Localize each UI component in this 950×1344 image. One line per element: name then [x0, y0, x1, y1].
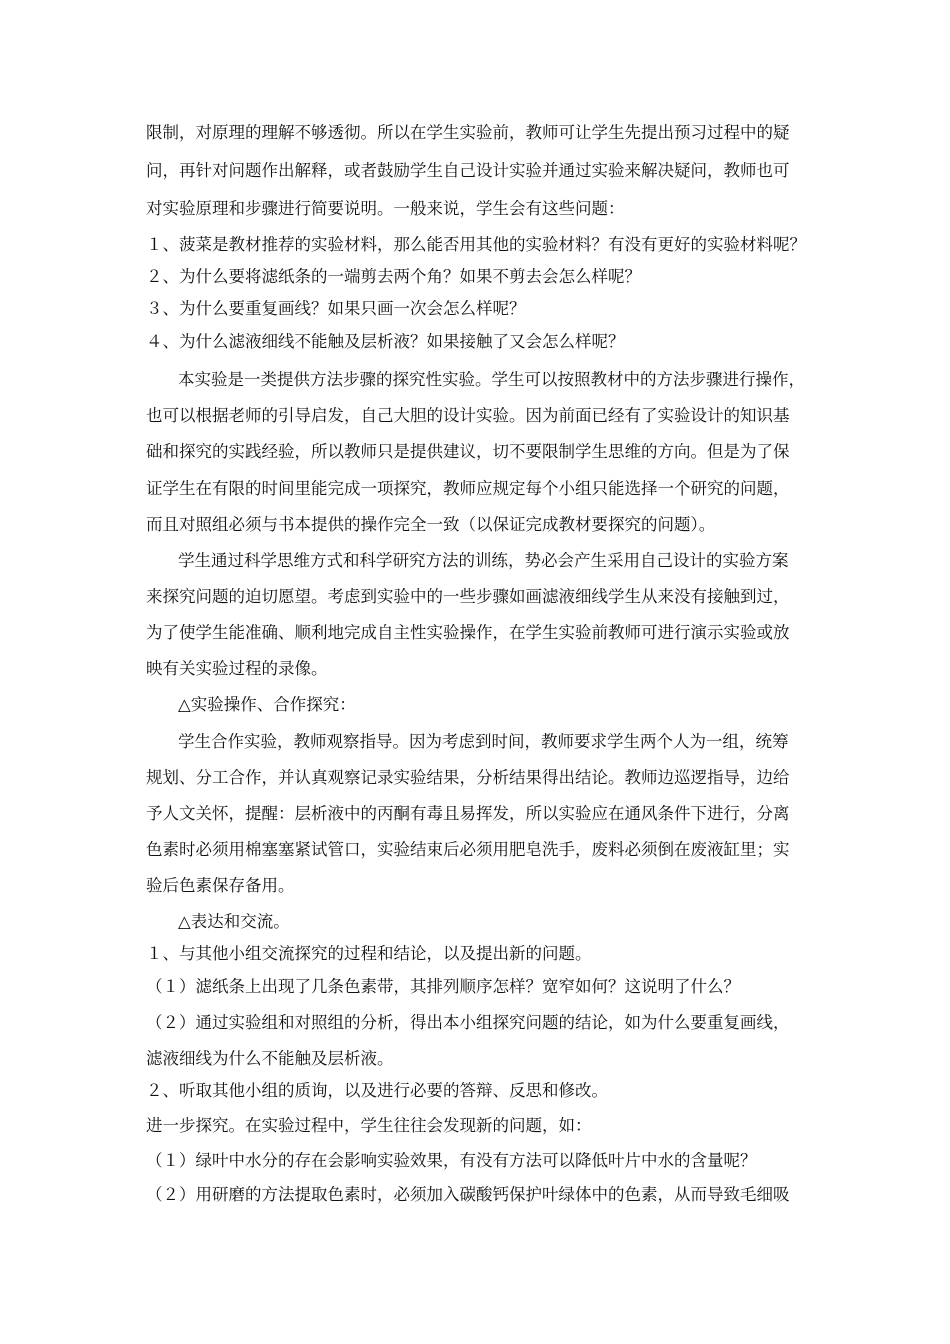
- paragraph-start: 学生合作实验，教师观察指导。因为考虑到时间，教师要求学生两个人为一组，统筹: [178, 732, 789, 751]
- text-line: 规划、分工合作，并认真观察记录实验结果，分析结果得出结论。教师边巡逻指导，边给: [146, 768, 790, 787]
- question-4: ４、为什么滤液细线不能触及层析液？如果接触了又会怎么样呢？: [146, 332, 625, 351]
- section-heading: △表达和交流。: [178, 912, 290, 931]
- question-2: ２、为什么要将滤纸条的一端剪去两个角？如果不剪去会怎么样呢？: [146, 267, 641, 286]
- list-item: （１）绿叶中水分的存在会影响实验效果，有没有方法可以降低叶片中水的含量呢？: [146, 1151, 757, 1170]
- paragraph-start: 学生通过科学思维方式和科学研究方法的训练，势必会产生采用自己设计的实验方案: [178, 551, 789, 570]
- text-line: 而且对照组必须与书本提供的操作完全一致（以保证完成教材要探究的问题）。: [146, 515, 716, 534]
- list-item: ２、听取其他小组的质询，以及进行必要的答辩、反思和修改。: [146, 1081, 608, 1100]
- text-line: 滤液细线为什么不能触及层析液。: [146, 1049, 394, 1068]
- text-line: 问，再针对问题作出解释，或者鼓励学生自己设计实验并通过实验来解决疑问，教师也可: [146, 161, 790, 180]
- list-item: （２）用研磨的方法提取色素时，必须加入碳酸钙保护叶绿体中的色素，从而导致毛细吸: [146, 1185, 790, 1204]
- list-item: （１）滤纸条上出现了几条色素带，其排列顺序怎样？宽窄如何？这说明了什么？: [146, 977, 740, 996]
- text-line: 映有关实验过程的录像。: [146, 659, 328, 678]
- list-item: １、与其他小组交流探究的过程和结论，以及提出新的问题。: [146, 944, 592, 963]
- question-3: ３、为什么要重复画线？如果只画一次会怎么样呢？: [146, 299, 526, 318]
- text-line: 进一步探究。在实验过程中，学生往往会发现新的问题，如：: [146, 1116, 592, 1135]
- section-heading: △实验操作、合作探究：: [178, 695, 356, 714]
- paragraph-start: 本实验是一类提供方法步骤的探究性实验。学生可以按照教材中的方法步骤进行操作，: [178, 370, 805, 389]
- list-item: （２）通过实验组和对照组的分析，得出本小组探究问题的结论，如为什么要重复画线，: [146, 1013, 790, 1032]
- text-line: 限制，对原理的理解不够透彻。所以在学生实验前，教师可让学生先提出预习过程中的疑: [146, 123, 790, 142]
- text-line: 来探究问题的迫切愿望。考虑到实验中的一些步骤如画滤液细线学生从来没有接触到过，: [146, 587, 790, 606]
- text-line: 色素时必须用棉塞塞紧试管口，实验结束后必须用肥皂洗手，废料必须倒在废液缸里；实: [146, 840, 790, 859]
- text-line: 为了使学生能准确、顺利地完成自主性实验操作，在学生实验前教师可进行演示实验或放: [146, 623, 790, 642]
- text-line: 证学生在有限的时间里能完成一项探究，教师应规定每个小组只能选择一个研究的问题，: [146, 479, 790, 498]
- text-line: 验后色素保存备用。: [146, 876, 295, 895]
- text-line: 础和探究的实践经验，所以教师只是提供建议，切不要限制学生思维的方向。但是为了保: [146, 442, 790, 461]
- text-line: 对实验原理和步骤进行简要说明。一般来说，学生会有这些问题：: [146, 199, 625, 218]
- text-line: 也可以根据老师的引导启发，自己大胆的设计实验。因为前面已经有了实验设计的知识基: [146, 406, 790, 425]
- text-line: 予人文关怀，提醒：层析液中的丙酮有毒且易挥发，所以实验应在通风条件下进行，分离: [146, 804, 790, 823]
- question-1: １、菠菜是教材推荐的实验材料，那么能否用其他的实验材料？有没有更好的实验材料呢？: [146, 235, 806, 254]
